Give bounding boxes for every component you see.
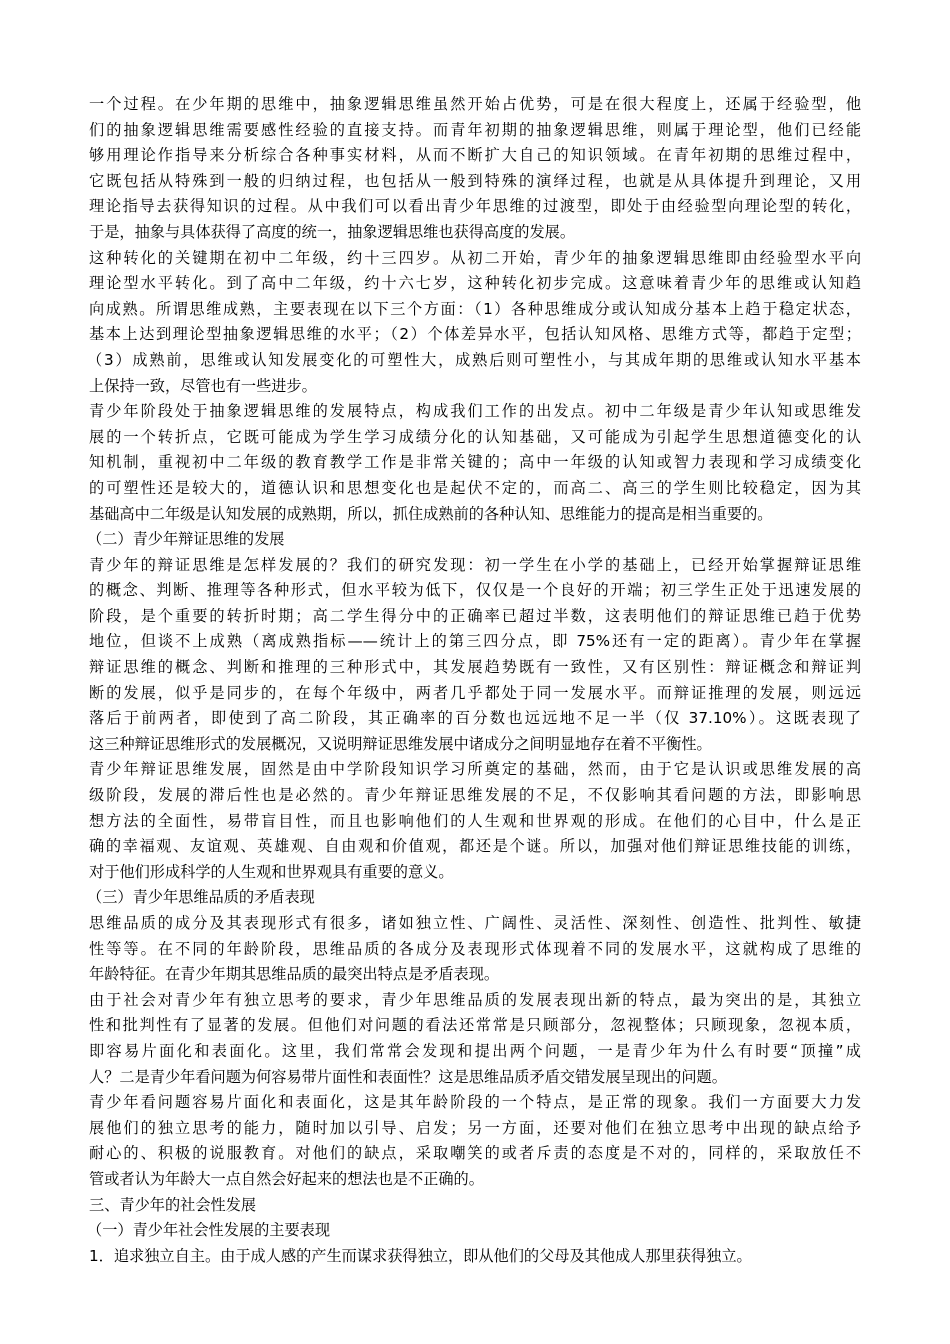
text-line: 对于他们形成科学的人生观和世界观具有重要的意义。 xyxy=(89,862,454,881)
text-line: 思维品质的成分及其表现形式有很多，诸如独立性、广阔性、灵活性、深刻性、创造性、批判性、敏捷 xyxy=(89,914,861,932)
text-line: 人？二是青少年看问题为何容易带片面性和表面性？这是思维品质矛盾交错发展呈现出的问题。 xyxy=(89,1067,727,1086)
text-line: （三）青少年思维品质的矛盾表现 xyxy=(87,888,315,907)
text-line: 一个过程。在少年期的思维中，抽象逻辑思维虽然开始占优势，可是在很大程度上，还属于经验型，他 xyxy=(89,95,861,113)
text-line: 1．追求独立自主。由于成人感的产生而谋求获得独立，即从他们的父母及其他成人那里获得独立。 xyxy=(89,1246,752,1265)
text-line: 向成熟。所谓思维成熟，主要表现在以下三个方面：（1）各种思维成分或认知成分基本上趋于稳定状态， xyxy=(89,299,861,318)
text-line: 理论指导去获得知识的过程。从中我们可以看出青少年思维的过渡型，即处于由经验型向理论型的转化， xyxy=(89,197,861,216)
text-line: 青少年的辩证思维是怎样发展的？我们的研究发现：初一学生在小学的基础上，已经开始掌握辩证思维 xyxy=(89,555,861,574)
text-line: （二）青少年辩证思维的发展 xyxy=(87,530,285,549)
text-line: 想方法的全面性，易带盲目性，而且也影响他们的人生观和世界观的形成。在他们的心目中，什么是正 xyxy=(89,811,861,830)
text-line: 青少年阶段处于抽象逻辑思维的发展特点，构成我们工作的出发点。初中二年级是青少年认知或思维发 xyxy=(89,402,861,421)
text-line: 性等等。在不同的年龄阶段，思维品质的各成分及表现形式体现着不同的发展水平，这就构成了思维的 xyxy=(89,939,861,958)
text-line: 由于社会对青少年有独立思考的要求，青少年思维品质的发展表现出新的特点，最为突出的是，其独立 xyxy=(89,990,861,1009)
text-line: 性和批判性有了显著的发展。但他们对问题的看法还常常是只顾部分，忽视整体；只顾现象，忽视本质， xyxy=(89,1016,861,1035)
text-line: 辩证思维的概念、判断和推理的三种形式中，其发展趋势既有一致性，又有区别性：辩证概念和辩证判 xyxy=(89,658,861,677)
text-line: 确的幸福观、友谊观、英雄观、自由观和价值观，都还是个谜。所以，加强对他们辩证思维技能的训练， xyxy=(89,837,861,856)
text-line: 理论型水平转化。到了高中二年级，约十六七岁，这种转化初步完成。这意味着青少年的思维或认知趋 xyxy=(89,274,861,293)
text-line: 管或者认为年龄大一点自然会好起来的想法也是不正确的。 xyxy=(89,1169,484,1188)
text-line: 基础高中二年级是认知发展的成熟期，所以，抓住成熟前的各种认知、思维能力的提高是相当重要的。 xyxy=(89,504,773,523)
text-line: 于是，抽象与具体获得了高度的统一，抽象逻辑思维也获得高度的发展。 xyxy=(89,222,575,241)
text-line: 地位，但谈不上成熟（离成熟指标——统计上的第三四分点，即 75%还有一定的距离）。青少年在掌握 xyxy=(89,632,861,651)
text-line: 知机制，重视初中二年级的教育教学工作是非常关键的；高中一年级的认知或智力表现和学习成绩变化 xyxy=(89,453,861,472)
text-line: 的概念、判断、推理等各种形式，但水平较为低下，仅仅是一个良好的开端；初三学生正处于迅速发展的 xyxy=(89,581,861,600)
document-body xyxy=(89,92,861,1269)
text-line: 够用理论作指导来分析综合各种事实材料，从而不断扩大自己的知识领域。在青年初期的思维过程中， xyxy=(89,146,861,165)
text-line: （3）成熟前，思维或认知发展变化的可塑性大，成熟后则可塑性小，与其成年期的思维或认知水平基本 xyxy=(87,350,861,369)
text-line: 落后于前两者，即使到了高二阶段，其正确率的百分数也远远地不足一半（仅 37.10%）。这既表现了 xyxy=(89,709,861,728)
text-line: 展的一个转折点，它既可能成为学生学习成绩分化的认知基础，又可能成为引起学生思想道德变化的认 xyxy=(89,427,861,446)
text-line: 青少年看问题容易片面化和表面化，这是其年龄阶段的一个特点，是正常的现象。我们一方面要大力发 xyxy=(89,1093,861,1112)
text-line: 三、青少年的社会性发展 xyxy=(89,1195,257,1214)
text-line: 青少年辩证思维发展，固然是由中学阶段知识学习所奠定的基础，然而，由于它是认识或思维发展的高 xyxy=(89,760,861,779)
text-line: 断的发展，似乎是同步的，在每个年级中，两者几乎都处于同一发展水平。而辩证推理的发展，则远远 xyxy=(89,683,861,702)
text-line: 级阶段，发展的滞后性也是必然的。青少年辩证思维发展的不足，不仅影响其看问题的方法，即影响思 xyxy=(89,786,861,805)
text-line: 这种转化的关键期在初中二年级，约十三四岁。从初二开始，青少年的抽象逻辑思维即由经验型水平向 xyxy=(89,248,861,267)
text-line: 它既包括从特殊到一般的归纳过程，也包括从一般到特殊的演绎过程，也就是从具体提升到理论，又用 xyxy=(89,171,861,190)
text-line: （一）青少年社会性发展的主要表现 xyxy=(87,1221,330,1240)
text-line: 这三种辩证思维形式的发展概况，又说明辩证思维发展中诸成分之间明显地存在着不平衡性。 xyxy=(89,734,712,753)
text-line: 的可塑性还是较大的，道德认识和思想变化也是起伏不定的，而高二、高三的学生则比较稳定，因为其 xyxy=(89,478,861,497)
text-line: 即容易片面化和表面化。这里，我们常常会发现和提出两个问题，一是青少年为什么有时要“顶撞”成 xyxy=(89,1041,861,1060)
text-line: 耐心的、积极的说服教育。对他们的缺点，采取嘲笑的或者斥责的态度是不对的，同样的，采取放任不 xyxy=(89,1144,861,1163)
text-line: 基本上达到理论型抽象逻辑思维的水平；（2）个体差异水平，包括认知风格、思维方式等，都趋于定型； xyxy=(89,325,861,344)
text-line: 阶段，是个重要的转折时期；高二学生得分中的正确率已超过半数，这表明他们的辩证思维已趋于优势 xyxy=(89,606,861,625)
text-line: 展他们的独立思考的能力，随时加以引导、启发；另一方面，还要对他们在独立思考中出现的缺点给予 xyxy=(89,1118,861,1137)
text-line: 年龄特征。在青少年期其思维品质的最突出特点是矛盾表现。 xyxy=(89,965,500,984)
text-line: 上保持一致，尽管也有一些进步。 xyxy=(89,376,317,395)
text-line: 们的抽象逻辑思维需要感性经验的直接支持。而青年初期的抽象逻辑思维，则属于理论型，他们已经能 xyxy=(89,120,861,139)
